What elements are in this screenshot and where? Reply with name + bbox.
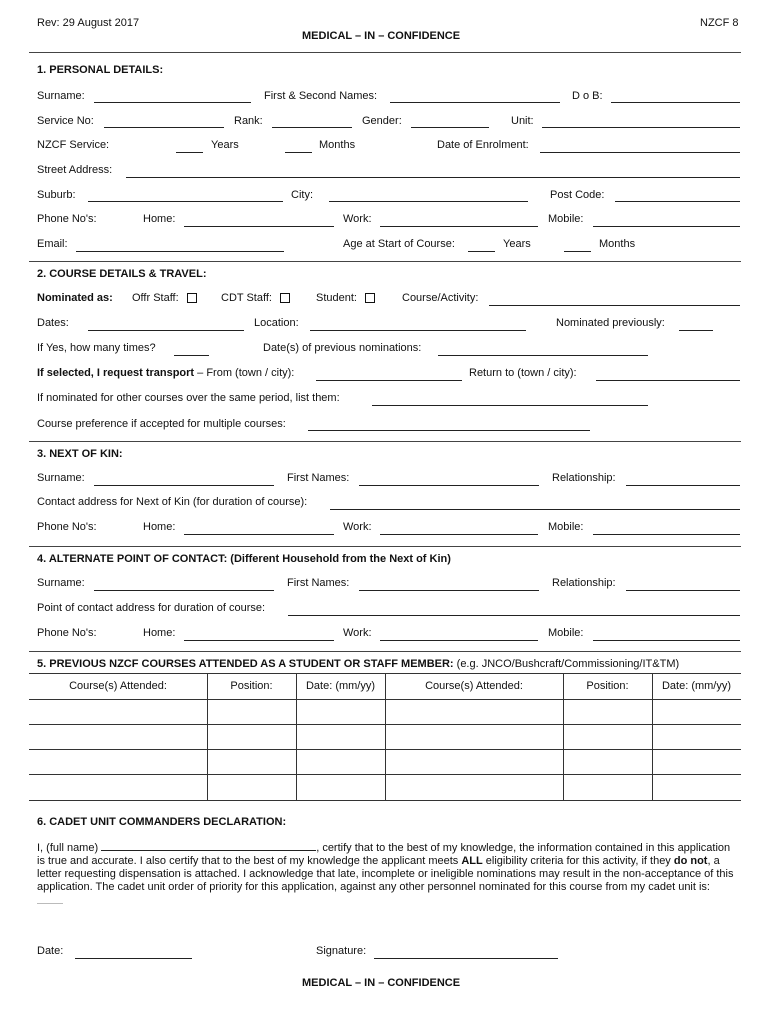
nok-contact-address-label: Contact address for Next of Kin (for duration of course): xyxy=(37,496,308,508)
service-years-label: Years xyxy=(211,139,239,151)
nok-home-label: Home: xyxy=(143,521,176,533)
nzcf-service-label: NZCF Service: xyxy=(37,139,110,151)
signature-field[interactable] xyxy=(374,958,558,959)
how-many-times-label: If Yes, how many times? xyxy=(37,342,156,354)
unit-label: Unit: xyxy=(511,115,534,127)
nok-first-names-label: First Names: xyxy=(287,472,350,484)
first-names-label: First & Second Names: xyxy=(264,90,378,102)
alt-mobile-field[interactable] xyxy=(593,640,740,641)
nok-mobile-field[interactable] xyxy=(593,534,740,535)
street-address-label: Street Address: xyxy=(37,164,113,176)
return-to-field[interactable] xyxy=(596,380,740,381)
transport-label xyxy=(37,367,294,380)
declaration-all: ALL xyxy=(461,855,483,867)
dob-label: D o B: xyxy=(572,90,603,102)
service-months-label: Months xyxy=(319,139,356,151)
dates-label: Dates: xyxy=(37,317,69,329)
enrolment-field[interactable] xyxy=(540,152,740,153)
section5-heading-bold: 5. PREVIOUS NZCF COURSES ATTENDED AS A STUDENT OR STAFF MEMBER: xyxy=(37,658,454,670)
post-code-field[interactable] xyxy=(615,201,740,202)
alt-contact-address-label: Point of contact address for duration of course: xyxy=(37,602,266,614)
nok-relationship-label: Relationship: xyxy=(552,472,616,484)
section2-heading: 2. COURSE DETAILS & TRAVEL: xyxy=(37,268,207,280)
work-phone-label: Work: xyxy=(343,213,372,225)
priority-field[interactable] xyxy=(37,894,63,904)
table-col-divider xyxy=(385,674,386,800)
alt-surname-label: Surname: xyxy=(37,577,85,589)
email-label: Email: xyxy=(37,238,68,250)
transport-from-field[interactable] xyxy=(316,380,462,381)
section3-heading: 3. NEXT OF KIN: xyxy=(37,448,123,460)
gender-label: Gender: xyxy=(362,115,402,127)
alt-home-field[interactable] xyxy=(184,640,334,641)
alt-first-names-field[interactable] xyxy=(359,590,539,591)
nok-first-names-field[interactable] xyxy=(359,485,539,486)
rank-label: Rank: xyxy=(234,115,263,127)
revision-text: Rev: 29 August 2017 xyxy=(37,17,140,29)
location-field[interactable] xyxy=(310,330,526,331)
full-name-label: I, (full name) xyxy=(37,842,99,854)
offr-staff-label: Offr Staff: xyxy=(132,292,179,304)
home-phone-field[interactable] xyxy=(184,226,334,227)
nok-surname-label: Surname: xyxy=(37,472,85,484)
classification-header: MEDICAL – IN – CONFIDENCE xyxy=(302,30,461,42)
declaration-do-not: do not xyxy=(673,855,708,867)
age-years-label: Years xyxy=(503,238,531,250)
unit-field[interactable] xyxy=(542,127,740,128)
alt-relationship-field[interactable] xyxy=(626,590,740,591)
previous-dates-label: Date(s) of previous nominations: xyxy=(263,342,422,354)
other-courses-field[interactable] xyxy=(372,405,648,406)
transport-label-bold: If selected, I request transport xyxy=(37,367,195,379)
full-name-field[interactable] xyxy=(101,841,316,851)
alt-relationship-label: Relationship: xyxy=(552,577,616,589)
age-months-field[interactable] xyxy=(564,251,591,252)
alt-work-field[interactable] xyxy=(380,640,538,641)
transport-from-label: – From (town / city): xyxy=(194,367,295,379)
alt-surname-field[interactable] xyxy=(94,590,274,591)
nok-work-label: Work: xyxy=(343,521,372,533)
nominated-as-label: Nominated as: xyxy=(37,292,113,304)
section3-divider xyxy=(29,546,741,547)
alt-home-label: Home: xyxy=(143,627,176,639)
location-label: Location: xyxy=(254,317,299,329)
declaration-date-label: Date: xyxy=(37,945,64,957)
declaration-text-2: eligibility criteria for this activity, if they xyxy=(482,855,674,867)
alt-first-names-label: First Names: xyxy=(287,577,350,589)
alt-mobile-label: Mobile: xyxy=(548,627,584,639)
classification-footer: MEDICAL – IN – CONFIDENCE xyxy=(302,977,461,989)
alt-work-label: Work: xyxy=(343,627,372,639)
signature-label: Signature: xyxy=(316,945,367,957)
student-label: Student: xyxy=(316,292,357,304)
cdt-staff-checkbox[interactable] xyxy=(280,293,290,303)
section5-heading-note: (e.g. JNCO/Bushcraft/Commissioning/IT&TM) xyxy=(453,658,680,670)
section5-heading xyxy=(37,658,679,671)
service-no-label: Service No: xyxy=(37,115,94,127)
course-activity-label: Course/Activity: xyxy=(402,292,479,304)
alt-phone-nos-label: Phone No's: xyxy=(37,627,97,639)
post-code-label: Post Code: xyxy=(550,189,605,201)
city-field[interactable] xyxy=(329,201,528,202)
mobile-phone-label: Mobile: xyxy=(548,213,584,225)
nominated-previously-field[interactable] xyxy=(679,330,713,331)
service-no-field[interactable] xyxy=(104,127,224,128)
declaration-text-1: , certify that to the best of my knowledge, the information contained in this application is true and accurate. I also certify that to the best of my knowledge the applicant meets xyxy=(37,842,731,867)
nok-surname-field[interactable] xyxy=(94,485,274,486)
section4-divider xyxy=(29,651,741,652)
surname-label: Surname: xyxy=(37,90,85,102)
gender-field[interactable] xyxy=(411,127,489,128)
col-course-attended-2: Course(s) Attended: xyxy=(425,680,523,692)
section6-heading: 6. CADET UNIT COMMANDERS DECLARATION: xyxy=(37,816,287,828)
return-to-label: Return to (town / city): xyxy=(469,367,577,379)
dates-field[interactable] xyxy=(88,330,244,331)
table-col-divider xyxy=(296,674,297,800)
section1-heading: 1. PERSONAL DETAILS: xyxy=(37,64,164,76)
age-months-label: Months xyxy=(599,238,636,250)
nok-home-field[interactable] xyxy=(184,534,334,535)
previous-dates-field[interactable] xyxy=(438,355,648,356)
work-phone-field[interactable] xyxy=(380,226,538,227)
phone-nos-label: Phone No's: xyxy=(37,213,97,225)
col-course-attended-1: Course(s) Attended: xyxy=(69,680,167,692)
col-date-1: Date: (mm/yy) xyxy=(305,680,376,692)
section4-heading: 4. ALTERNATE POINT OF CONTACT: (Different Household from the Next of Kin) xyxy=(37,553,451,565)
col-position-2: Position: xyxy=(586,680,629,692)
col-position-1: Position: xyxy=(230,680,273,692)
rank-field[interactable] xyxy=(272,127,352,128)
dob-field[interactable] xyxy=(611,102,740,103)
table-col-divider xyxy=(207,674,208,800)
header-divider xyxy=(29,52,741,53)
nominated-previously-label: Nominated previously: xyxy=(556,317,665,329)
first-names-field[interactable] xyxy=(390,102,560,103)
offr-staff-checkbox[interactable] xyxy=(187,293,197,303)
course-activity-field[interactable] xyxy=(489,305,740,306)
suburb-field[interactable] xyxy=(88,201,283,202)
col-date-2: Date: (mm/yy) xyxy=(661,680,732,692)
enrolment-label: Date of Enrolment: xyxy=(437,139,529,151)
home-phone-label: Home: xyxy=(143,213,176,225)
service-months-field[interactable] xyxy=(285,152,312,153)
nok-phone-nos-label: Phone No's: xyxy=(37,521,97,533)
nok-mobile-label: Mobile: xyxy=(548,521,584,533)
alt-contact-address-field[interactable] xyxy=(288,615,740,616)
declaration-paragraph xyxy=(37,841,737,908)
surname-field[interactable] xyxy=(94,102,251,103)
course-preference-field[interactable] xyxy=(308,430,590,431)
service-years-field[interactable] xyxy=(176,152,203,153)
declaration-text-3: , a letter requesting dispensation is attached. I acknowledge that late, incomplete or ineligible nominations may result in the non-acceptance of this application. The cadet unit order of priority for this application, against any other personnel nominated for this course from my cadet unit is: xyxy=(37,855,734,893)
table-col-divider xyxy=(563,674,564,800)
how-many-times-field[interactable] xyxy=(174,355,209,356)
mobile-phone-field[interactable] xyxy=(593,226,740,227)
section1-divider xyxy=(29,261,741,262)
city-label: City: xyxy=(291,189,313,201)
course-preference-label: Course preference if accepted for multiple courses: xyxy=(37,418,286,430)
nok-work-field[interactable] xyxy=(380,534,538,535)
street-address-field[interactable] xyxy=(126,177,740,178)
table-bottom-border xyxy=(29,800,741,801)
nok-contact-address-field[interactable] xyxy=(330,509,740,510)
nok-relationship-field[interactable] xyxy=(626,485,740,486)
table-col-divider xyxy=(652,674,653,800)
age-years-field[interactable] xyxy=(468,251,495,252)
other-courses-label: If nominated for other courses over the same period, list them: xyxy=(37,392,340,404)
section2-divider xyxy=(29,441,741,442)
cdt-staff-label: CDT Staff: xyxy=(221,292,272,304)
student-checkbox[interactable] xyxy=(365,293,375,303)
age-start-label: Age at Start of Course: xyxy=(343,238,455,250)
form-code: NZCF 8 xyxy=(700,17,739,29)
email-field[interactable] xyxy=(76,251,284,252)
suburb-label: Suburb: xyxy=(37,189,76,201)
declaration-date-field[interactable] xyxy=(75,958,192,959)
